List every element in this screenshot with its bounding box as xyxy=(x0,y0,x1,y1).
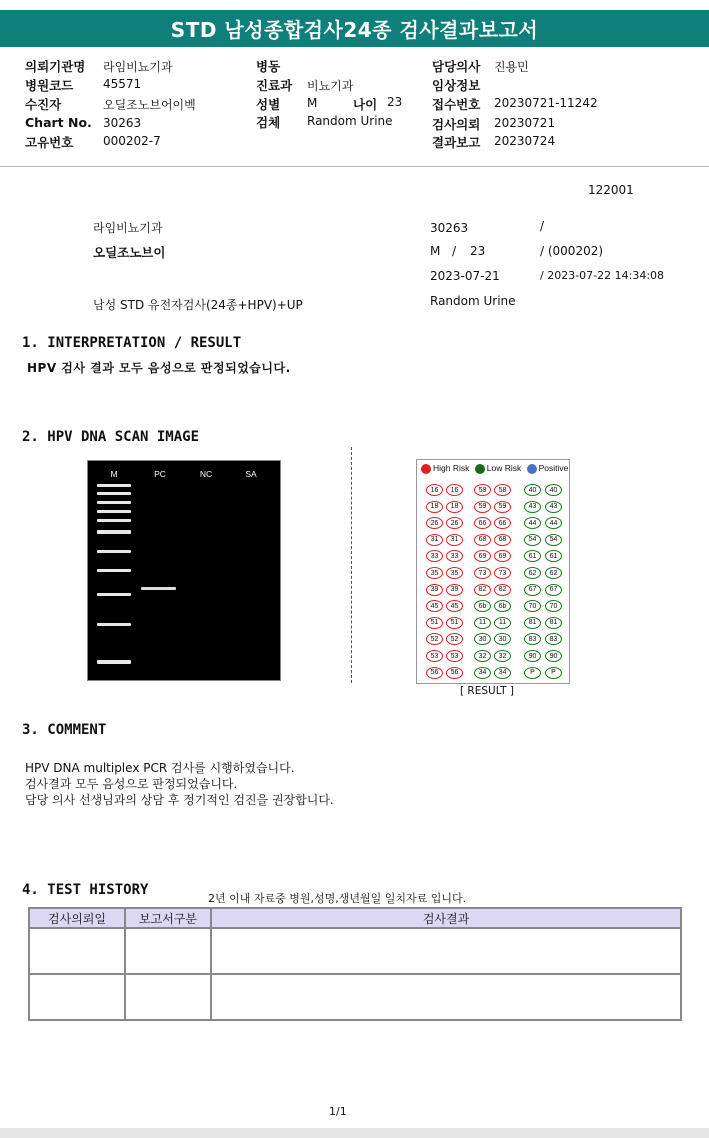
header-label: 병동 xyxy=(256,59,281,74)
hpv-type-marker: 62 xyxy=(524,567,541,579)
header-value: 20230721 xyxy=(494,116,556,130)
hpv-type-marker: 43 xyxy=(524,501,541,513)
ladder-band xyxy=(97,623,131,626)
age-value: 23 xyxy=(387,95,403,109)
gel-lane-label: NC xyxy=(199,469,213,479)
header-value: 45571 xyxy=(103,77,142,91)
comment-text xyxy=(25,760,334,808)
ladder-band xyxy=(97,593,131,596)
pc-band xyxy=(141,587,176,590)
interpretation-text: HPV 검사 결과 모두 음성으로 판정되었습니다. xyxy=(27,361,291,375)
hpv-type-marker: 69 xyxy=(474,550,491,562)
header-label: 결과보고 xyxy=(432,135,481,150)
hpv-type-marker: P xyxy=(524,667,541,679)
hpv-type-marker: 66 xyxy=(494,517,511,529)
hpv-type-marker: 58 xyxy=(494,484,511,496)
hpv-type-marker: 34 xyxy=(494,667,511,679)
hpv-type-marker: 26 xyxy=(446,517,463,529)
hpv-type-marker: 54 xyxy=(545,534,562,546)
hpv-type-marker: 31 xyxy=(446,534,463,546)
hpv-type-marker: 35 xyxy=(426,567,443,579)
age-label: 나이 xyxy=(353,97,378,112)
hpv-type-marker: 26 xyxy=(426,517,443,529)
hpv-type-marker: 18 xyxy=(446,501,463,513)
hpv-type-marker: 40 xyxy=(545,484,562,496)
page-number: 1/1 xyxy=(329,1105,347,1118)
hpv-type-marker: 67 xyxy=(524,584,541,596)
hpv-type-marker: 70 xyxy=(545,600,562,612)
hpv-type-marker: 66 xyxy=(474,517,491,529)
section-comment-title: 3. COMMENT xyxy=(22,722,107,738)
hpv-type-marker: 34 xyxy=(474,667,491,679)
history-cell xyxy=(125,974,211,1020)
legend-low: Low Risk xyxy=(486,463,522,473)
patient-id: / (000202) xyxy=(540,244,604,258)
hpv-type-marker: 58 xyxy=(474,484,491,496)
header-label: 고유번호 xyxy=(25,135,74,150)
positive-dot xyxy=(527,464,537,474)
section-interpretation-title: 1. INTERPRETATION / RESULT xyxy=(22,335,242,351)
ladder-band xyxy=(97,492,131,495)
comment-line: 담당 의사 선생님과의 상담 후 정기적인 검진을 권장합니다. xyxy=(25,793,334,807)
history-header: 보고서구분 xyxy=(125,908,211,928)
header-value: 비뇨기과 xyxy=(307,79,354,93)
ladder-band xyxy=(97,510,131,513)
gel-image xyxy=(88,461,280,680)
history-header: 검사결과 xyxy=(211,908,681,928)
gel-lane-label: SA xyxy=(245,469,257,479)
scan-legend xyxy=(421,463,568,474)
hpv-type-marker: 56 xyxy=(446,667,463,679)
hpv-type-marker: 81 xyxy=(545,617,562,629)
hpv-type-marker: 73 xyxy=(494,567,511,579)
hpv-type-marker: 39 xyxy=(426,584,443,596)
hpv-type-marker: 6b xyxy=(474,600,491,612)
header-value: M xyxy=(307,96,318,110)
separator: / xyxy=(540,219,545,233)
patient-chart: 30263 xyxy=(430,221,469,235)
hpv-type-marker: 44 xyxy=(545,517,562,529)
hpv-type-marker: 67 xyxy=(545,584,562,596)
header-label: 의뢰기관명 xyxy=(25,59,86,74)
hpv-type-marker: 33 xyxy=(446,550,463,562)
hpv-type-marker: 11 xyxy=(474,617,491,629)
section-history-title: 4. TEST HISTORY xyxy=(22,882,149,898)
header-value: 20230724 xyxy=(494,134,556,148)
gel-svg xyxy=(90,463,278,678)
gel-lane-label: M xyxy=(110,469,118,479)
header-value: 진용민 xyxy=(494,60,529,74)
history-cell xyxy=(29,974,125,1020)
hpv-type-marker: 83 xyxy=(545,633,562,645)
ladder-band xyxy=(97,660,131,664)
ladder-band xyxy=(97,484,131,487)
header-label: Chart No. xyxy=(25,115,92,130)
header-value: 라임비뇨기과 xyxy=(103,60,173,74)
hpv-type-marker: 16 xyxy=(426,484,443,496)
hpv-type-marker: 31 xyxy=(426,534,443,546)
patient-age: 23 xyxy=(470,244,486,258)
header-label: 성별 xyxy=(256,97,281,112)
header-label: 수진자 xyxy=(25,97,62,112)
specimen: Random Urine xyxy=(430,294,516,308)
hpv-type-marker: 45 xyxy=(446,600,463,612)
section-scan-title: 2. HPV DNA SCAN IMAGE xyxy=(22,429,200,445)
hpv-type-marker: 51 xyxy=(426,617,443,629)
report-datetime: / 2023-07-22 14:34:08 xyxy=(540,269,665,282)
low-risk-dot xyxy=(475,464,485,474)
hpv-type-marker: 73 xyxy=(474,567,491,579)
hpv-type-marker: 59 xyxy=(474,501,491,513)
hpv-type-marker: 32 xyxy=(494,650,511,662)
report-title: STD 남성종합검사24종 검사결과보고서 xyxy=(0,10,709,47)
hpv-type-marker: P xyxy=(545,667,562,679)
hpv-type-marker: 90 xyxy=(545,650,562,662)
history-cell xyxy=(211,974,681,1020)
hpv-type-marker: 52 xyxy=(446,633,463,645)
hpv-type-marker: 51 xyxy=(446,617,463,629)
hpv-type-marker: 33 xyxy=(426,550,443,562)
hpv-type-marker: 61 xyxy=(545,550,562,562)
divider xyxy=(351,447,352,683)
ladder-band xyxy=(97,569,131,572)
high-risk-dot xyxy=(421,464,431,474)
test-name: 남성 STD 유전자검사(24종+HPV)+UP xyxy=(93,298,303,312)
request-date: 2023-07-21 xyxy=(430,269,500,283)
table-row xyxy=(29,974,681,1020)
patient-clinic: 라임비뇨기과 xyxy=(93,221,163,235)
document-code: 122001 xyxy=(588,183,634,197)
header-label: 진료과 xyxy=(256,78,293,93)
ladder-band xyxy=(97,550,131,553)
header-label: 검사의뢰 xyxy=(432,117,481,132)
hpv-type-marker: 54 xyxy=(524,534,541,546)
history-cell xyxy=(211,928,681,974)
hpv-type-marker: 61 xyxy=(524,550,541,562)
hpv-type-marker: 56 xyxy=(426,667,443,679)
hpv-type-marker: 32 xyxy=(474,650,491,662)
header-label: 임상정보 xyxy=(432,78,481,93)
header-value: 000202-7 xyxy=(103,134,161,148)
hpv-type-marker: 16 xyxy=(446,484,463,496)
header-value: 30263 xyxy=(103,116,142,130)
hpv-type-marker: 53 xyxy=(446,650,463,662)
header-label: 병원코드 xyxy=(25,78,74,93)
hpv-type-marker: 52 xyxy=(426,633,443,645)
history-cell xyxy=(29,928,125,974)
hpv-type-marker: 82 xyxy=(494,584,511,596)
history-header: 검사의뢰일 xyxy=(29,908,125,928)
header-value: 오딜조노브어이벡 xyxy=(103,98,196,112)
legend-positive: Positive xyxy=(538,463,569,473)
hpv-type-marker: 44 xyxy=(524,517,541,529)
hpv-type-marker: 40 xyxy=(524,484,541,496)
separator: / xyxy=(452,244,457,258)
ladder-band xyxy=(97,501,131,504)
scan-caption: [ RESULT ] xyxy=(460,685,514,697)
table-row xyxy=(29,928,681,974)
ladder-band xyxy=(97,530,131,534)
hpv-type-marker: 70 xyxy=(524,600,541,612)
hpv-type-marker: 35 xyxy=(446,567,463,579)
history-note: 2년 이내 자료중 병원,성명,생년월일 일치자료 입니다. xyxy=(208,892,467,905)
hpv-type-marker: 30 xyxy=(474,633,491,645)
patient-name: 오딜조노브이 xyxy=(93,245,166,260)
hpv-type-marker: 68 xyxy=(494,534,511,546)
history-cell xyxy=(125,928,211,974)
hpv-type-marker: 83 xyxy=(524,633,541,645)
hpv-type-marker: 53 xyxy=(426,650,443,662)
hpv-type-marker: 62 xyxy=(545,567,562,579)
history-header-row xyxy=(29,908,681,928)
gel-lane-label: PC xyxy=(154,469,166,479)
header-value: 20230721-11242 xyxy=(494,96,598,110)
legend-high: High Risk xyxy=(433,463,470,473)
header-label: 검체 xyxy=(256,115,281,130)
hpv-type-marker: 30 xyxy=(494,633,511,645)
hpv-type-marker: 18 xyxy=(426,501,443,513)
hpv-type-marker: 6b xyxy=(494,600,511,612)
header-label: 접수번호 xyxy=(432,97,481,112)
hpv-type-marker: 45 xyxy=(426,600,443,612)
report-header xyxy=(0,54,709,167)
scan-result-panel xyxy=(416,459,570,684)
header-value: Random Urine xyxy=(307,114,393,128)
hpv-type-marker: 68 xyxy=(474,534,491,546)
hpv-type-marker: 43 xyxy=(545,501,562,513)
history-table xyxy=(28,907,682,1021)
patient-sex: M xyxy=(430,244,441,258)
ladder-band xyxy=(97,519,131,522)
comment-line: HPV DNA multiplex PCR 검사를 시행하였습니다. xyxy=(25,761,295,775)
hpv-type-marker: 59 xyxy=(494,501,511,513)
comment-line: 검사결과 모두 음성으로 판정되었습니다. xyxy=(25,777,238,791)
hpv-type-marker: 90 xyxy=(524,650,541,662)
hpv-type-marker: 81 xyxy=(524,617,541,629)
hpv-type-marker: 82 xyxy=(474,584,491,596)
hpv-type-marker: 69 xyxy=(494,550,511,562)
footer-bar xyxy=(0,1128,709,1138)
hpv-type-marker: 39 xyxy=(446,584,463,596)
header-label: 담당의사 xyxy=(432,59,481,74)
hpv-type-marker: 11 xyxy=(494,617,511,629)
